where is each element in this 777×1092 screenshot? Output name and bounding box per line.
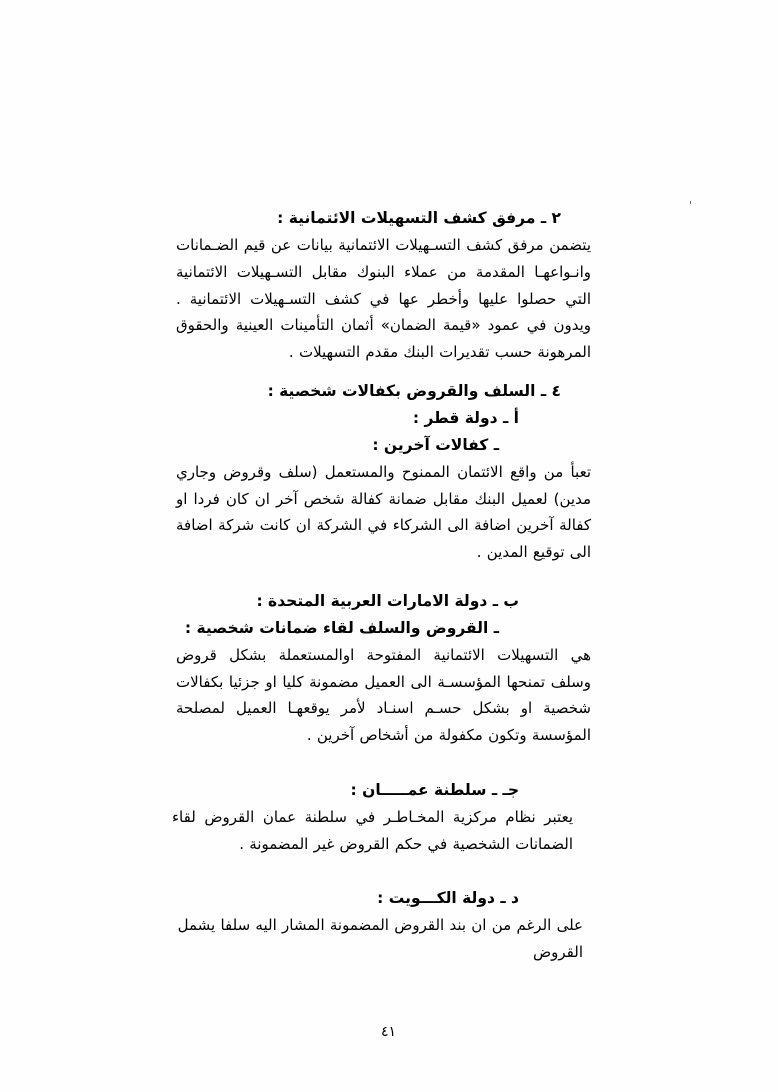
spacer: [172, 568, 599, 588]
page-number: ٤١: [380, 1024, 397, 1040]
subsection-oman-paragraph: يعتبر نظام مركزية المخـاطـر في سلطنة عمان القروض لقاء الضمانات الشخصية في حكم القروض غير المضمونة .: [172, 807, 573, 853]
spacer: [172, 368, 599, 378]
subsection-qatar-paragraph: تعبأ من واقع الائتمان الممنوح والمستعمل (سلف وقروض وجاري مدين) لعميل البنك مقابل ضمانة كفالة شخص آخر ان كان فردا او كفالة آخرين اضافة الى الشركاء في الشركة ان كانت شركة اضافة الى توقيع المدين .: [176, 462, 591, 561]
section-2-paragraph: يتضمن مرفق كشف التسـهيلات الائتمانية بيانات عن قيم الضـمانات وانـواعهـا المقدمة من عملاء البنوك مقابل التسـهيلات الائتمانية التي حصلوا عليها وأخطر عها في كشف التسـهيلات الائتمانية . ويدون في عمود «قيمة الضمان» أثمان التأمينات العينية والحقوق المرهونة حسب تقديرات البنك مقدم التسهيلات .: [176, 236, 591, 361]
subsection-oman: [172, 777, 599, 858]
spacer: [172, 751, 599, 777]
page-content: [172, 205, 599, 968]
spacer: [172, 859, 599, 885]
subsection-kuwait-paragraph: على الرغم من ان بند القروض المضمونة المشار اليه سلفا يشمل القروض: [177, 916, 583, 961]
section-facilities-statement: [172, 205, 599, 366]
margin-mark: ˈ: [688, 199, 692, 212]
subsection-uae-paragraph: هي التسهيلات الائتمانية المفتوحة اوالمستعملة بشكل قروض وسلف تمنحها المؤسسـة الى العميل مضمونة كليا او جزئيا بكفالات شخصية او بشكل حسـم اسنـاد لأمر يوقعهـا العميل لمصلحة المؤسسة وتكون مكفولة من أشخاص آخرين .: [176, 645, 591, 744]
subsection-uae: [172, 588, 599, 749]
section-personal-guarantee-loans: [172, 378, 599, 966]
subsection-uae-subheading: ـ القروض والسلف لقاء ضمانات شخصية :: [184, 618, 499, 637]
subsection-uae-heading: ب ـ دولة الامارات العربية المتحدة :: [256, 591, 519, 610]
subsection-kuwait: [172, 885, 599, 966]
section-2-heading: ٢ ـ مرفق كشف التسهيلات الائتمانية :: [277, 209, 561, 227]
subsection-oman-heading: جـ ـ سلطنة عمـــــان :: [350, 780, 519, 799]
subsection-qatar-heading: أ ـ دولة قطر :: [412, 408, 519, 427]
subsection-qatar-subheading: ـ كفالات آخرين :: [372, 435, 499, 454]
subsection-qatar: [172, 405, 599, 566]
subsection-kuwait-heading: د ـ دولة الكـــويت :: [377, 889, 519, 908]
section-4-heading: ٤ ـ السلف والقروض بكفالات شخصية :: [267, 381, 561, 400]
